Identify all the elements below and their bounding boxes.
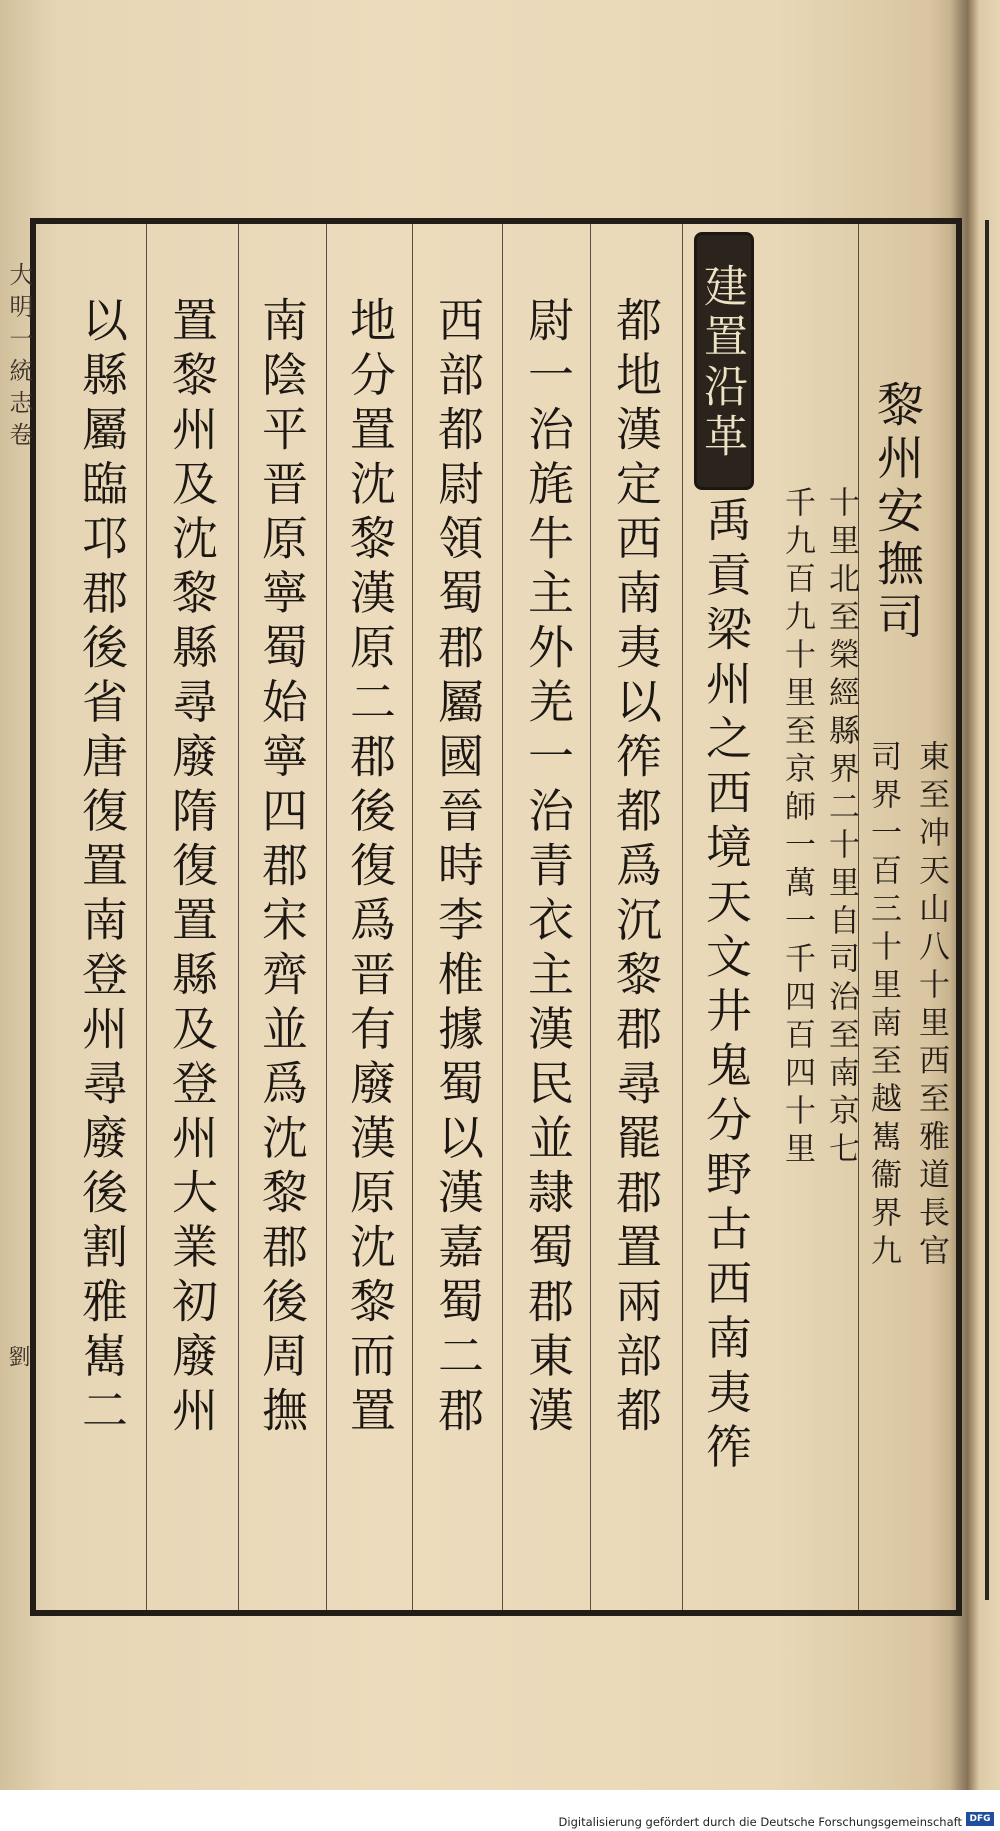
annotation-column: 十里北至榮經縣界二十里自司治至南京七: [823, 486, 859, 1170]
column-rule: [146, 224, 147, 1610]
section-badge: 建置沿革: [694, 232, 754, 490]
column-rule: [682, 224, 683, 1610]
margin-title: 大明一統志卷: [5, 262, 33, 454]
dfg-logo-icon: DFG: [966, 1812, 994, 1826]
annotation-column: 千九百九十里至京師一萬一千四百四十里: [779, 486, 815, 1170]
annotation-column: 司界一百三十里南至越嶲衞界九: [865, 740, 901, 1272]
text-column: 以縣屬臨邛郡後省唐復置南登州尋廢後割雅嶲二: [75, 296, 129, 1441]
text-column: 禹貢梁州之西境天文井鬼分野古西南夷筰: [699, 496, 753, 1477]
column-rule: [326, 224, 327, 1610]
digitization-credit: Digitalisierung gefördert durch die Deutsche Forschungsgemeinschaft: [558, 1815, 962, 1829]
page-heading: 黎州安撫司: [869, 380, 924, 645]
annotation-column: 東至冲天山八十里西至雅道長官: [913, 740, 949, 1272]
margin-tag: 劉: [5, 1345, 30, 1373]
column-rule: [412, 224, 413, 1610]
text-column: 南陰平晋原寧蜀始寧四郡宋齊並爲沈黎郡後周撫: [255, 296, 309, 1441]
text-column: 都地漢定西南夷以筰都爲沉黎郡尋罷郡置兩部都: [609, 296, 663, 1441]
column-rule: [502, 224, 503, 1610]
column-rule: [238, 224, 239, 1610]
facing-page-edge: [968, 0, 1000, 1790]
column-rule: [590, 224, 591, 1610]
text-column: 尉一治旄牛主外羌一治青衣主漢民並隷蜀郡東漢: [521, 296, 575, 1441]
text-column: 地分置沈黎漢原二郡後復爲晋有廢漢原沈黎而置: [343, 296, 397, 1441]
text-column: 西部都尉領蜀郡屬國晉時李椎據蜀以漢嘉蜀二郡: [431, 296, 485, 1441]
text-column: 置黎州及沈黎縣尋廢隋復置縣及登州大業初廢州: [165, 296, 219, 1441]
facing-page-border: [985, 220, 989, 1600]
